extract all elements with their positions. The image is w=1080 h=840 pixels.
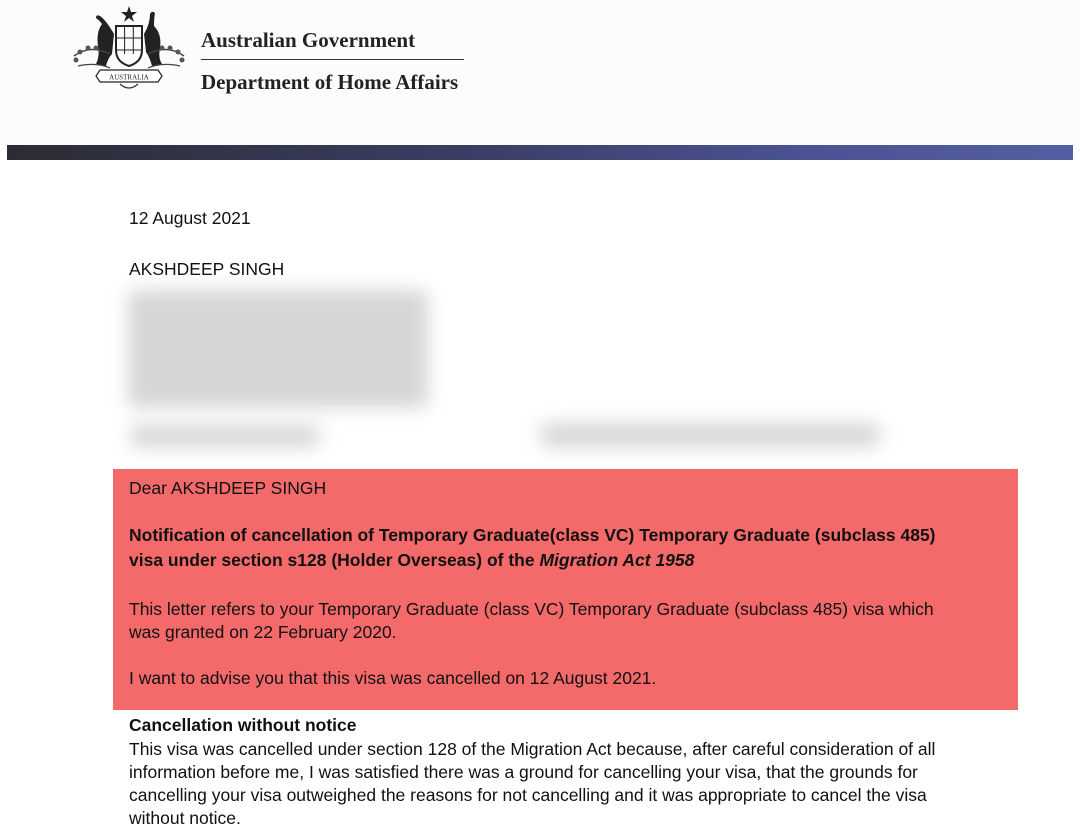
salutation: Dear AKSHDEEP SINGH: [129, 478, 327, 498]
paragraph-reasons: This visa was cancelled under section 128 of the Migration Act because, after careful consideration of all information before me, I was satisfied there was a ground for cancelling your visa, that the grounds for cancelling your visa outweighed the reasons for not cancelling and it was appropriate to cancel the visa without notice.: [129, 739, 936, 828]
letterhead: [0, 0, 1080, 145]
department-name: Department of Home Affairs: [201, 70, 459, 94]
paragraph-grant: This letter refers to your Temporary Graduate (class VC) Temporary Graduate (subclass 485) visa which was granted on 22 February 2020.: [129, 599, 934, 642]
section-heading: Cancellation without notice: [129, 715, 357, 735]
paragraph-cancelled: I want to advise you that this visa was cancelled on 12 August 2021.: [129, 668, 657, 688]
redacted-address: [128, 290, 428, 408]
subject-act: Migration Act 1958: [539, 550, 695, 570]
letter-date: 12 August 2021: [129, 208, 251, 228]
svg-text:AUSTRALIA: AUSTRALIA: [109, 73, 149, 82]
letterhead-divider: [201, 59, 464, 60]
redacted-detail-right: [540, 423, 880, 447]
addressee-name: AKSHDEEP SINGH: [129, 259, 285, 279]
subject-line: [129, 523, 969, 573]
subject-main: Notification of cancellation of Temporary Graduate(class VC) Temporary Graduate (subclass 485) visa under section s128 (Holder Overseas) of the: [129, 525, 936, 570]
government-name: Australian Government: [201, 28, 416, 52]
coat-of-arms-icon: [66, 4, 192, 94]
redacted-detail-left: [130, 425, 320, 447]
header-band: [7, 145, 1073, 160]
